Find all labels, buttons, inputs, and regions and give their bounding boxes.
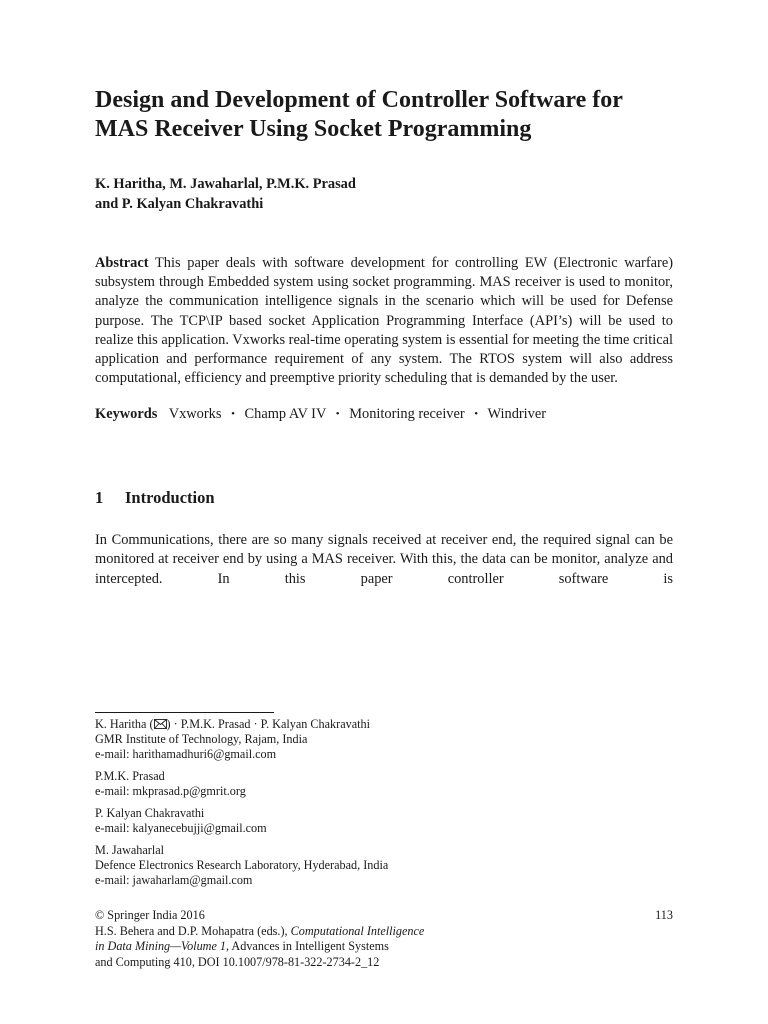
keyword-item: Vxworks (168, 406, 222, 423)
affiliation-author: P.M.K. Prasad (95, 769, 165, 784)
citation-book-title: Computational Intelligence (290, 923, 425, 938)
copyright-block (95, 908, 673, 970)
keyword-item: Champ AV IV (244, 406, 327, 423)
affiliation-block (95, 769, 673, 799)
author-list (95, 174, 673, 214)
affiliation-author: M. Jawaharlal (95, 842, 165, 857)
citation-doi: and Computing 410, DOI 10.1007/978-81-322-2734-2_12 (95, 954, 380, 969)
author-line-2: and P. Kalyan Chakravathi (95, 196, 264, 212)
affiliation-email: e-mail: harithamadhuri6@gmail.com (95, 747, 277, 762)
section-number: 1 (95, 487, 104, 507)
paper-title: Design and Development of Controller Software for MAS Receiver Using Socket Programming (95, 87, 623, 142)
citation-book-title: in Data Mining—Volume 1 (95, 939, 227, 954)
keyword-separator: • (335, 408, 340, 421)
section-heading (95, 488, 673, 508)
affiliation-email: e-mail: mkprasad.p@gmrit.org (95, 784, 246, 799)
citation-line (95, 924, 673, 940)
keyword-separator: • (231, 408, 235, 421)
keyword-item: Windriver (487, 406, 547, 423)
abstract-text: This paper deals with software development for controlling EW (Electronic warfare) subsystem through Embedded system using socket programming. MAS receiver is used to monitor, analyze the communication intelligence signals in the scenario which will be used for Defense purpose. The TCP\IP based socket Application Programming Interface (API’s) will be used to realize this application. Vxworks real-time operating system is essential for meeting the time critical application and performance requirement of any system. The RTOS system will also address computational, efficiency and preemptive priority scheduling that is demanded by the user. (95, 255, 673, 387)
keyword-separator: • (474, 408, 479, 421)
envelope-icon (154, 719, 167, 729)
introduction-paragraph: In Communications, there are so many signals received at receiver end, the required signal can be monitored at receiver end by using a MAS receiver. With this, the data can be monitor, analyze and intercepted. In this paper controller software is (95, 531, 673, 587)
copyright-line: © Springer India 2016 (95, 908, 205, 922)
affiliation-authors-prefix: K. Haritha ( (95, 717, 154, 731)
affiliation-authors-suffix: ) · P.M.K. Prasad · P. Kalyan Chakravathi (166, 717, 370, 731)
author-line-1: K. Haritha, M. Jawaharlal, P.M.K. Prasad (95, 176, 356, 192)
keyword-item: Monitoring receiver (349, 406, 465, 423)
citation-line (95, 939, 673, 955)
affiliation-block (95, 717, 673, 763)
citation-editors: H.S. Behera and D.P. Mohapatra (eds.), (95, 923, 291, 938)
affiliations (95, 717, 673, 895)
affiliation-block (95, 806, 673, 836)
page-number: 113 (655, 908, 673, 922)
footnote-rule (95, 712, 274, 713)
affiliation-block (95, 843, 673, 889)
affiliation-email: e-mail: kalyanecebujji@gmail.com (95, 821, 267, 836)
affiliation-institution: Defence Electronics Research Laboratory, Hyderabad, India (95, 858, 389, 873)
affiliation-institution: GMR Institute of Technology, Rajam, India (95, 732, 308, 747)
abstract-label: Abstract (95, 255, 149, 271)
affiliation-line (95, 717, 673, 732)
paper-page (95, 86, 673, 589)
abstract (95, 254, 673, 388)
section-title: Introduction (125, 487, 215, 507)
affiliation-email: e-mail: jawaharlam@gmail.com (95, 873, 253, 888)
affiliation-author: P. Kalyan Chakravathi (95, 806, 205, 821)
citation-series: , Advances in Intelligent Systems (226, 939, 389, 954)
keywords (95, 405, 673, 425)
keywords-label: Keywords (95, 406, 158, 423)
